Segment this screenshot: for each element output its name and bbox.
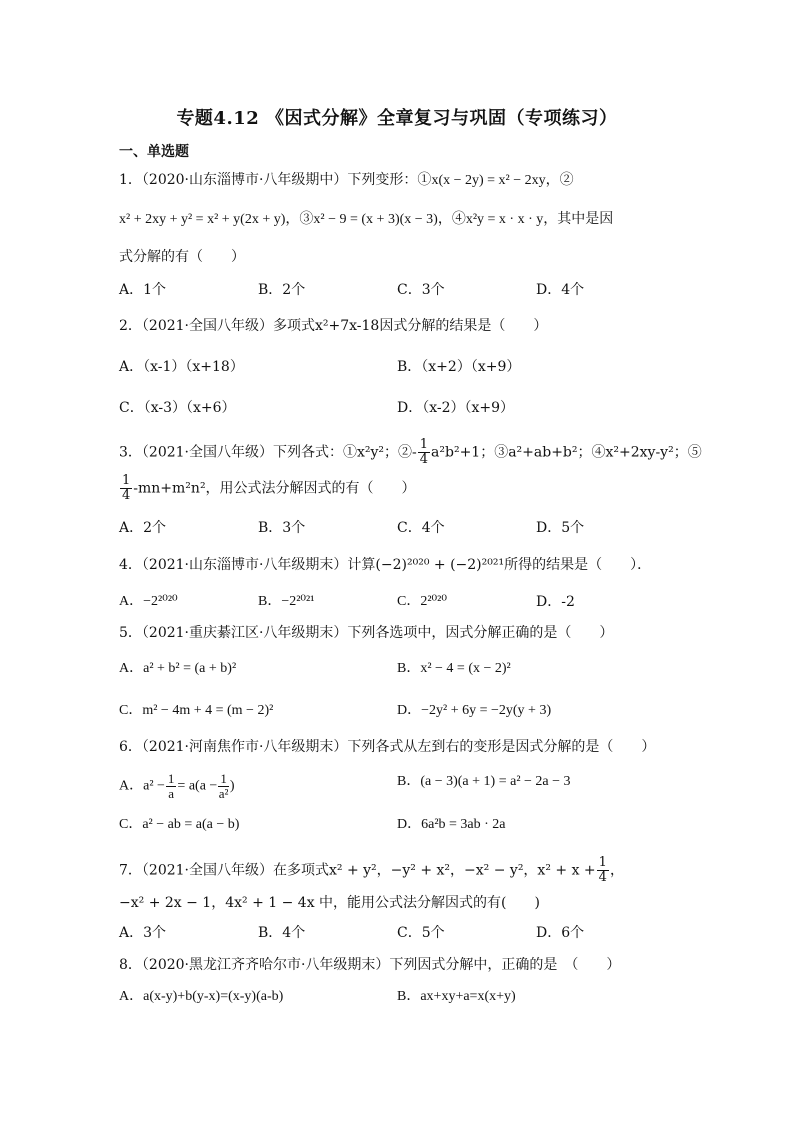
q2-stem: 2．（2021·全国八年级）多项式x²+7x-18因式分解的结果是（ ） — [119, 318, 548, 334]
q7-stem-line1: 7．（2021·全国八年级）在多项式x² + y²，−y² + x²，−x² − y²，x² + x + $\frac{1}{4}$ ， — [119, 855, 624, 885]
q3-fraction-1: $\frac{1}{4}$ — [419, 437, 429, 467]
q6-stem: 6．（2021·河南焦作市·八年级期末）下列各式从左到右的变形是因式分解的是（ ） — [119, 739, 656, 755]
q1-option-a: A．1个 — [119, 282, 167, 298]
q7-option-b: B．4个 — [258, 925, 306, 941]
q3-option-c: C．4个 — [397, 520, 445, 536]
q8-stem: 8．（2020·黑龙江齐齐哈尔市·八年级期末）下列因式分解中，正确的是 （ ） — [119, 957, 621, 973]
q6-option-b: B．(a − 3)(a + 1) = a² − 2a − 3 — [397, 774, 571, 789]
q6-fraction-1: $\frac{1}{a}$ — [167, 771, 175, 801]
q4-option-a: A．−2²⁰²⁰ — [119, 594, 178, 609]
q7-option-c: C．5个 — [397, 925, 445, 941]
q1-stem-line3: 式分解的有（ ） — [119, 249, 245, 265]
q6-option-a: A．a² − $\frac{1}{a}$ = a(a − $\frac{1}{\text{a²}}$ ) — [119, 771, 235, 801]
q5-option-d: D．−2y² + 6y = −2y(y + 3) — [397, 703, 552, 718]
q7-option-a: A．3个 — [119, 925, 167, 941]
q8-option-a: A．a(x-y)+b(y-x)=(x-y)(a-b) — [119, 989, 284, 1004]
q3-stem-a: 3．（2021·全国八年级）下列各式：①x²y²；②- — [119, 444, 417, 461]
q1-expr1: x(x − 2y) = x² − 2xy，② — [431, 173, 574, 188]
q4-option-b: B．−2²⁰²¹ — [258, 594, 315, 609]
q4-option-d: D．-2 — [536, 594, 575, 610]
q6-fraction-2: $\frac{1}{\text{a²}}$ — [218, 771, 229, 801]
section-heading: 一、单选题 — [119, 144, 189, 160]
q7-stem-a: 7．（2021·全国八年级）在多项式x² + y²，−y² + x²，−x² − y²，x² + x + — [119, 862, 596, 879]
q3-stem-c: -mn+m²n²，用公式法分解因式的有（ ） — [133, 480, 416, 497]
q6-option-c: C．a² − ab = a(a − b) — [119, 817, 240, 832]
q6-option-d: D．6a²b = 3ab · 2a — [397, 817, 506, 832]
q7-stem-line2: −x² + 2x − 1，4x² + 1 − 4x 中，能用公式法分解因式的有( ) — [119, 895, 540, 911]
q1-stem-line1 — [119, 170, 574, 191]
q7-option-d: D．6个 — [536, 925, 585, 941]
q4-stem: 4．（2021·山东淄博市·八年级期末）计算(−2)²⁰²⁰ + (−2)²⁰²¹所得的结果是（ ）． — [119, 557, 652, 573]
q3-stem-line1 — [119, 438, 702, 467]
q5-option-c: C．m² − 4m + 4 = (m − 2)² — [119, 703, 274, 718]
q3-stem-line2 — [119, 474, 416, 503]
q5-option-a: A．a² + b² = (a + b)² — [119, 661, 237, 676]
q2-option-b: B．（x+2）（x+9） — [397, 359, 521, 375]
q5-stem: 5．（2021·重庆綦江区·八年级期末）下列各选项中，因式分解正确的是（ ） — [119, 625, 614, 641]
q1-option-d: D．4个 — [536, 282, 585, 298]
q2-option-c: C．（x-3）（x+6） — [119, 400, 236, 416]
page-title: 专题4.12 《因式分解》全章复习与巩固（专项练习） — [176, 108, 618, 129]
q8-option-b: B．ax+xy+a=x(x+y) — [397, 989, 516, 1004]
q1-stem-a: 1．（2020·山东淄博市·八年级期中）下列变形：① — [119, 172, 432, 188]
q1-stem-line2: x² + 2xy + y² = x² + y(2x + y)，③x² − 9 = (x + 3)(x − 3)，④x²y = x · x · y，其中是因 — [119, 212, 614, 227]
q2-option-a: A．（x-1）（x+18） — [119, 359, 244, 375]
q1-option-b: B．2个 — [258, 282, 306, 298]
q1-option-c: C．3个 — [397, 282, 445, 298]
q2-option-d: D．（x-2）（x+9） — [397, 400, 515, 416]
q5-option-b: B．x² − 4 = (x − 2)² — [397, 661, 511, 676]
q3-fraction-2: $\frac{1}{4}$ — [122, 473, 131, 503]
q4-option-c: C．2²⁰²⁰ — [397, 594, 447, 609]
q3-option-a: A．2个 — [119, 520, 167, 536]
q3-option-b: B．3个 — [258, 520, 306, 536]
q7-fraction: $\frac{1}{4}$ — [598, 855, 607, 885]
q3-stem-b: a²b²+1；③a²+ab+b²；④x²+2xy-y²；⑤ — [431, 444, 702, 461]
q3-option-d: D．5个 — [536, 520, 585, 536]
